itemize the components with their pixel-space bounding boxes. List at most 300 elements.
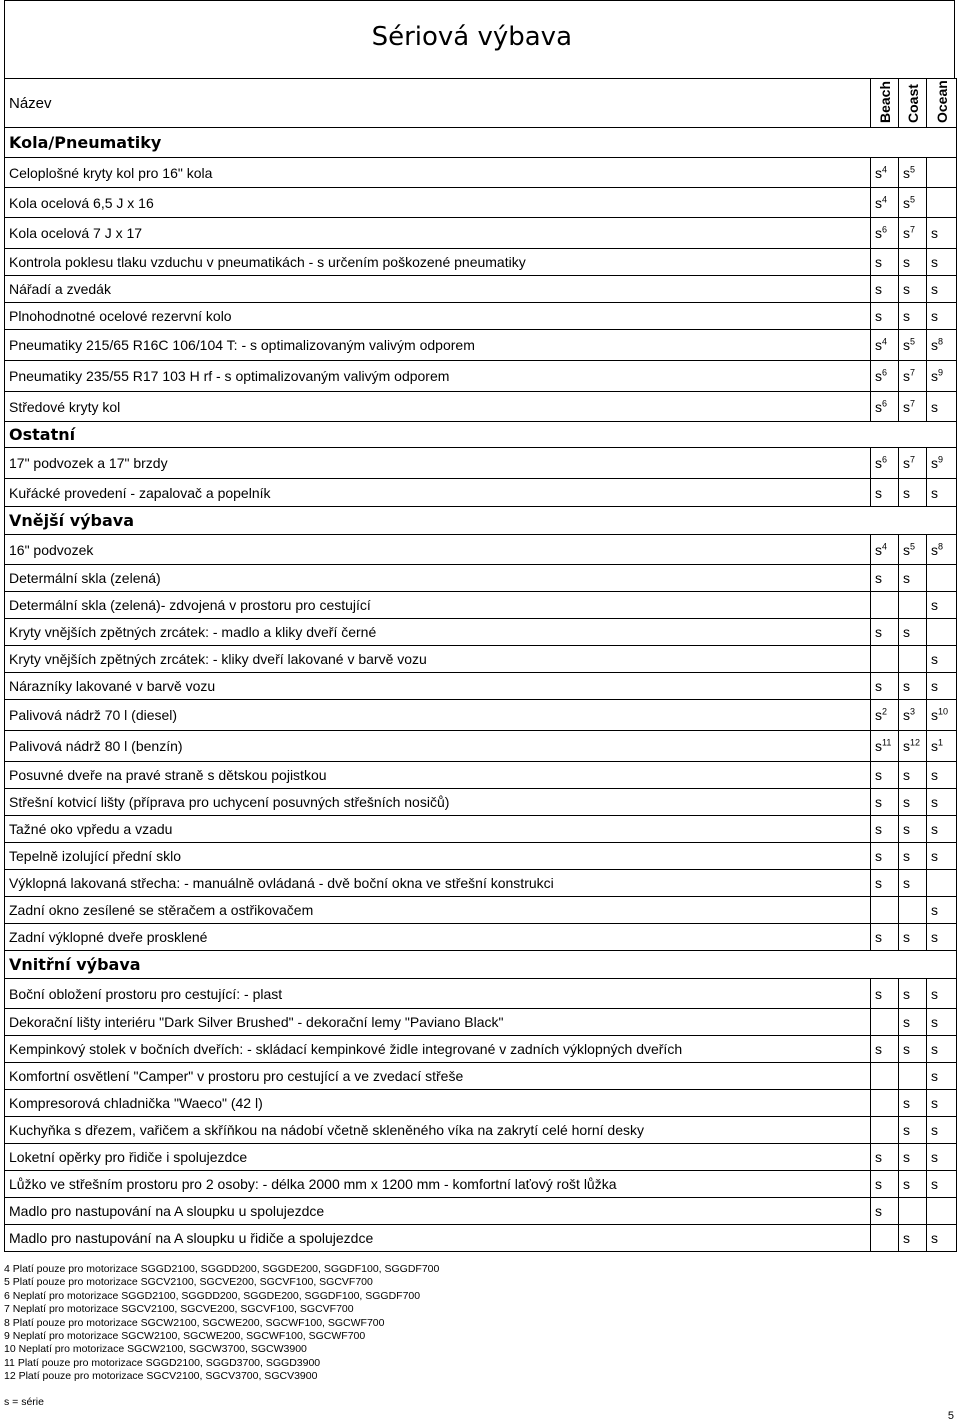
- row-name: 17" podvozek a 17" brzdy: [5, 448, 871, 479]
- section-blank-cell: [899, 422, 927, 448]
- value-cell-ocean: [927, 249, 957, 276]
- section-title: Kola/Pneumatiky: [5, 128, 871, 158]
- value-text: s: [875, 570, 882, 586]
- value-text: s: [903, 767, 910, 783]
- value-text: s: [875, 368, 882, 384]
- value-text: s: [875, 541, 882, 558]
- table-row: [5, 535, 957, 565]
- value-cell-ocean: [927, 762, 957, 789]
- value-cell-coast: [899, 218, 927, 249]
- value-text: s: [903, 929, 910, 945]
- value-text: s: [875, 281, 882, 297]
- value-cell-beach: [871, 816, 899, 843]
- row-name: Madlo pro nastupování na A sloupku u spolujezdce: [5, 1198, 871, 1225]
- value-footnote-ref: 8: [938, 336, 944, 347]
- value-cell-coast: [899, 843, 927, 870]
- row-name: Boční obložení prostoru pro cestující: - plast: [5, 979, 871, 1009]
- value-cell-coast: [899, 1009, 927, 1036]
- value-footnote-ref: 6: [882, 367, 888, 378]
- value-cell-beach: [871, 1144, 899, 1171]
- value-text: s: [931, 1149, 938, 1165]
- value-text: s: [903, 875, 910, 891]
- value-text: s: [903, 225, 910, 241]
- value-text: s: [903, 194, 910, 211]
- column-header-ocean: Ocean: [927, 79, 957, 128]
- value-cell-ocean: [927, 619, 957, 646]
- value-cell-beach: [871, 789, 899, 816]
- value-cell-beach: [871, 843, 899, 870]
- section-blank-cell: [899, 128, 927, 158]
- value-text: s: [931, 678, 938, 694]
- value-text: s: [931, 929, 938, 945]
- row-name: Nárazníky lakované v barvě vozu: [5, 673, 871, 700]
- value-footnote-ref: 7: [910, 397, 916, 408]
- value-text: s: [931, 848, 938, 864]
- value-cell-ocean: [927, 897, 957, 924]
- value-cell-ocean: [927, 870, 957, 897]
- value-text: s: [931, 767, 938, 783]
- value-text: s: [903, 455, 910, 471]
- value-cell-ocean: [927, 361, 957, 392]
- footnote: 9 Neplatí pro motorizace SGCW2100, SGCWE200, SGCWF100, SGCWF700: [4, 1330, 366, 1343]
- table-row: [5, 361, 957, 392]
- value-text: s: [931, 1041, 938, 1057]
- value-text: s: [875, 794, 882, 810]
- section-blank-cell: [899, 507, 927, 535]
- value-footnote-ref: 5: [910, 336, 916, 347]
- value-text: s: [931, 794, 938, 810]
- value-text: s: [875, 308, 882, 324]
- value-cell-coast: [899, 1171, 927, 1198]
- value-text: s: [931, 1068, 938, 1084]
- footnote: 10 Neplatí pro motorizace SGCW2100, SGCW3700, SGCW3900: [4, 1343, 307, 1356]
- value-cell-beach: [871, 1036, 899, 1063]
- value-cell-beach: [871, 361, 899, 392]
- table-row: [5, 816, 957, 843]
- header-row: [5, 79, 957, 128]
- value-cell-ocean: [927, 731, 957, 762]
- value-text: s: [931, 1230, 938, 1246]
- value-text: s: [875, 225, 882, 241]
- value-text: s: [875, 1149, 882, 1165]
- value-cell-coast: [899, 1063, 927, 1090]
- value-cell-beach: [871, 1117, 899, 1144]
- table-row: [5, 789, 957, 816]
- value-cell-ocean: [927, 535, 957, 565]
- section-row: [5, 422, 957, 448]
- section-blank-cell: [927, 507, 957, 535]
- value-text: s: [875, 194, 882, 211]
- value-text: s: [931, 597, 938, 613]
- section-blank-cell: [871, 128, 899, 158]
- value-text: s: [903, 707, 910, 723]
- value-cell-ocean: [927, 592, 957, 619]
- value-footnote-ref: 4: [882, 163, 888, 174]
- value-cell-coast: [899, 1036, 927, 1063]
- section-title: Ostatní: [5, 422, 871, 448]
- table-row: [5, 700, 957, 731]
- value-footnote-ref: 5: [910, 163, 916, 174]
- value-text: s: [931, 368, 938, 384]
- table-row: [5, 249, 957, 276]
- value-cell-beach: [871, 731, 899, 762]
- value-text: s: [875, 767, 882, 783]
- section-row: [5, 128, 957, 158]
- value-cell-beach: [871, 592, 899, 619]
- section-blank-cell: [871, 422, 899, 448]
- table-row: [5, 870, 957, 897]
- table-row: [5, 646, 957, 673]
- value-footnote-ref: 7: [910, 224, 916, 235]
- value-text: s: [931, 1122, 938, 1138]
- value-cell-beach: [871, 330, 899, 361]
- table-row: [5, 897, 957, 924]
- value-text: s: [875, 707, 882, 723]
- footnote: 8 Platí pouze pro motorizace SGCW2100, SGCWE200, SGCWF100, SGCWF700: [4, 1316, 385, 1329]
- value-cell-coast: [899, 924, 927, 951]
- value-text: s: [931, 225, 938, 241]
- value-text: s: [875, 1041, 882, 1057]
- value-text: s: [903, 1122, 910, 1138]
- row-name: Tažné oko vpředu a vzadu: [5, 816, 871, 843]
- value-cell-ocean: [927, 188, 957, 218]
- legend: s = série: [4, 1396, 44, 1408]
- table-row: [5, 218, 957, 249]
- value-cell-beach: [871, 535, 899, 565]
- row-name: Kola ocelová 6,5 J x 16: [5, 188, 871, 218]
- value-text: s: [875, 164, 882, 181]
- table-row: [5, 276, 957, 303]
- value-cell-coast: [899, 392, 927, 422]
- value-cell-beach: [871, 979, 899, 1009]
- row-name: Pneumatiky 235/55 R17 103 H rf - s optimalizovaným valivým odporem: [5, 361, 871, 392]
- value-cell-coast: [899, 330, 927, 361]
- value-text: s: [903, 570, 910, 586]
- value-cell-ocean: [927, 1171, 957, 1198]
- value-footnote-ref: 4: [882, 193, 888, 204]
- value-cell-coast: [899, 816, 927, 843]
- value-text: s: [931, 985, 938, 1002]
- value-cell-coast: [899, 979, 927, 1009]
- value-cell-coast: [899, 158, 927, 188]
- value-cell-coast: [899, 188, 927, 218]
- table-row: [5, 592, 957, 619]
- row-name: Zadní okno zesílené se stěračem a ostřikovačem: [5, 897, 871, 924]
- value-cell-coast: [899, 448, 927, 479]
- row-name: 16" podvozek: [5, 535, 871, 565]
- value-text: s: [931, 738, 938, 754]
- value-cell-beach: [871, 158, 899, 188]
- row-name: Kuřácké provedení - zapalovač a popelník: [5, 479, 871, 507]
- footnote: 4 Platí pouze pro motorizace SGGD2100, SGGDD200, SGGDE200, SGGDF100, SGGDF700: [4, 1263, 440, 1275]
- section-blank-cell: [927, 422, 957, 448]
- footnote: 6 Neplatí pro motorizace SGGD2100, SGGDD200, SGGDE200, SGGDF100, SGGDF700: [4, 1289, 421, 1302]
- value-cell-beach: [871, 1090, 899, 1117]
- row-name: Palivová nádrž 70 l (diesel): [5, 700, 871, 731]
- value-cell-ocean: [927, 276, 957, 303]
- value-cell-ocean: [927, 1225, 957, 1252]
- value-footnote-ref: 5: [910, 193, 916, 204]
- value-cell-beach: [871, 276, 899, 303]
- value-text: s: [903, 624, 910, 640]
- row-name: Determální skla (zelená)- zdvojená v prostoru pro cestující: [5, 592, 871, 619]
- table-row: [5, 979, 957, 1009]
- table-row: [5, 565, 957, 592]
- value-cell-beach: [871, 1009, 899, 1036]
- value-footnote-ref: 2: [882, 706, 888, 717]
- value-text: s: [931, 821, 938, 837]
- row-name: Nářadí a zvedák: [5, 276, 871, 303]
- value-text: s: [931, 254, 938, 270]
- value-cell-coast: [899, 565, 927, 592]
- value-cell-ocean: [927, 448, 957, 479]
- table-row: [5, 843, 957, 870]
- value-footnote-ref: 9: [938, 367, 944, 378]
- footnotes: [4, 1263, 439, 1384]
- value-cell-coast: [899, 870, 927, 897]
- table-row: [5, 330, 957, 361]
- value-text: s: [903, 678, 910, 694]
- value-text: s: [903, 738, 910, 754]
- value-text: s: [875, 738, 882, 754]
- page-title: Sériová výbava: [371, 22, 572, 52]
- value-cell-ocean: [927, 392, 957, 422]
- value-cell-beach: [871, 762, 899, 789]
- value-text: s: [903, 1041, 910, 1057]
- value-cell-ocean: [927, 303, 957, 330]
- value-text: s: [875, 875, 882, 891]
- section-title: Vnější výbava: [5, 507, 871, 535]
- value-cell-coast: [899, 535, 927, 565]
- value-cell-coast: [899, 673, 927, 700]
- table-row: [5, 1117, 957, 1144]
- table-row: [5, 1144, 957, 1171]
- value-cell-coast: [899, 479, 927, 507]
- row-name: Pneumatiky 215/65 R16C 106/104 T: - s optimalizovaným valivým odporem: [5, 330, 871, 361]
- value-footnote-ref: 6: [882, 454, 888, 465]
- value-cell-beach: [871, 188, 899, 218]
- table-row: [5, 673, 957, 700]
- value-text: s: [903, 1014, 910, 1030]
- section-blank-cell: [871, 507, 899, 535]
- table-row: [5, 303, 957, 330]
- value-footnote-ref: 12: [910, 737, 921, 748]
- footnote: 7 Neplatí pro motorizace SGCV2100, SGCVE200, SGCVF100, SGCVF700: [4, 1303, 354, 1316]
- value-text: s: [875, 848, 882, 864]
- row-name: Kryty vnějších zpětných zrcátek: - madlo a kliky dveří černé: [5, 619, 871, 646]
- value-text: s: [875, 455, 882, 471]
- table-row: [5, 1225, 957, 1252]
- value-text: s: [931, 541, 938, 558]
- value-text: s: [903, 794, 910, 810]
- row-name: Loketní opěrky pro řidiče i spolujezdce: [5, 1144, 871, 1171]
- value-text: s: [875, 398, 882, 415]
- table-row: [5, 448, 957, 479]
- value-text: s: [875, 821, 882, 837]
- value-text: s: [903, 985, 910, 1002]
- value-cell-beach: [871, 565, 899, 592]
- value-cell-coast: [899, 1225, 927, 1252]
- value-text: s: [931, 484, 938, 501]
- value-footnote-ref: 3: [910, 706, 916, 717]
- value-cell-ocean: [927, 1090, 957, 1117]
- value-cell-beach: [871, 673, 899, 700]
- value-cell-coast: [899, 731, 927, 762]
- value-footnote-ref: 11: [882, 737, 892, 748]
- section-row: [5, 507, 957, 535]
- equipment-table: [4, 78, 957, 1252]
- table-row: [5, 1090, 957, 1117]
- section-blank-cell: [871, 951, 899, 979]
- section-row: [5, 951, 957, 979]
- value-text: s: [875, 254, 882, 270]
- row-name: Kontrola poklesu tlaku vzduchu v pneumatikách - s určením poškozené pneumatiky: [5, 249, 871, 276]
- column-header-beach: Beach: [871, 79, 899, 128]
- value-text: s: [903, 821, 910, 837]
- value-cell-beach: [871, 218, 899, 249]
- value-cell-coast: [899, 700, 927, 731]
- value-cell-beach: [871, 1171, 899, 1198]
- row-name: Středové kryty kol: [5, 392, 871, 422]
- value-text: s: [931, 308, 938, 324]
- footnote: 12 Platí pouze pro motorizace SGCV2100, SGCV3700, SGCV3900: [4, 1370, 318, 1383]
- value-cell-beach: [871, 897, 899, 924]
- value-text: s: [903, 254, 910, 270]
- table-row: [5, 619, 957, 646]
- value-text: s: [903, 1176, 910, 1192]
- value-text: s: [931, 1176, 938, 1192]
- value-cell-beach: [871, 392, 899, 422]
- section-blank-cell: [927, 951, 957, 979]
- value-cell-beach: [871, 1063, 899, 1090]
- value-text: s: [903, 337, 910, 353]
- value-text: s: [875, 484, 882, 501]
- value-footnote-ref: 7: [910, 367, 916, 378]
- table-row: [5, 1009, 957, 1036]
- row-name: Tepelně izolující přední sklo: [5, 843, 871, 870]
- row-name: Kuchyňka s dřezem, vařičem a skříňkou na nádobí včetně skleněného víka na zakrytí celé horní desky: [5, 1117, 871, 1144]
- row-name: Posuvné dveře na pravé straně s dětskou pojistkou: [5, 762, 871, 789]
- page-number: 5: [947, 1410, 954, 1422]
- value-cell-beach: [871, 619, 899, 646]
- value-footnote-ref: 4: [882, 336, 888, 347]
- section-blank-cell: [927, 128, 957, 158]
- value-cell-beach: [871, 1198, 899, 1225]
- value-text: s: [875, 929, 882, 945]
- value-text: s: [931, 337, 938, 353]
- value-cell-coast: [899, 1198, 927, 1225]
- column-header-coast: Coast: [899, 79, 927, 128]
- value-cell-ocean: [927, 816, 957, 843]
- value-text: s: [875, 1176, 882, 1192]
- row-name: Střešní kotvicí lišty (příprava pro uchycení posuvných střešních nosičů): [5, 789, 871, 816]
- value-text: s: [875, 985, 882, 1002]
- value-text: s: [903, 1095, 910, 1111]
- value-cell-ocean: [927, 479, 957, 507]
- value-cell-beach: [871, 700, 899, 731]
- value-footnote-ref: 8: [938, 540, 944, 551]
- row-name: Kempinkový stolek v bočních dveřích: - skládací kempinkové židle integrované v zadních výklopných dveřích: [5, 1036, 871, 1063]
- table-row: [5, 1063, 957, 1090]
- table-row: [5, 1198, 957, 1225]
- table-row: [5, 762, 957, 789]
- table-row: [5, 158, 957, 188]
- value-cell-ocean: [927, 158, 957, 188]
- footnote: 11 Platí pouze pro motorizace SGGD2100, SGGD3700, SGGD3900: [4, 1356, 321, 1369]
- value-cell-ocean: [927, 1063, 957, 1090]
- value-cell-coast: [899, 249, 927, 276]
- value-cell-ocean: [927, 1198, 957, 1225]
- value-footnote-ref: 7: [910, 454, 916, 465]
- value-cell-ocean: [927, 789, 957, 816]
- table-row: [5, 1036, 957, 1063]
- value-text: s: [903, 368, 910, 384]
- value-cell-beach: [871, 303, 899, 330]
- table-row: [5, 392, 957, 422]
- value-cell-ocean: [927, 924, 957, 951]
- value-cell-coast: [899, 592, 927, 619]
- value-footnote-ref: 5: [910, 540, 916, 551]
- value-cell-ocean: [927, 565, 957, 592]
- section-title: Vnitřní výbava: [5, 951, 871, 979]
- value-cell-ocean: [927, 218, 957, 249]
- row-name: Kryty vnějších zpětných zrcátek: - kliky dveří lakované v barvě vozu: [5, 646, 871, 673]
- value-cell-coast: [899, 619, 927, 646]
- row-name: Kola ocelová 7 J x 17: [5, 218, 871, 249]
- value-footnote-ref: 6: [882, 224, 888, 235]
- value-cell-coast: [899, 646, 927, 673]
- value-cell-beach: [871, 249, 899, 276]
- table-row: [5, 1171, 957, 1198]
- value-footnote-ref: 1: [938, 737, 944, 748]
- value-cell-coast: [899, 361, 927, 392]
- value-footnote-ref: 4: [882, 540, 888, 551]
- value-cell-beach: [871, 1225, 899, 1252]
- value-cell-beach: [871, 870, 899, 897]
- value-cell-coast: [899, 276, 927, 303]
- value-cell-ocean: [927, 843, 957, 870]
- value-cell-coast: [899, 1117, 927, 1144]
- table-row: [5, 188, 957, 218]
- value-cell-beach: [871, 479, 899, 507]
- row-name: Výklopná lakovaná střecha: - manuálně ovládaná - dvě boční okna ve střešní konstrukci: [5, 870, 871, 897]
- value-text: s: [875, 1203, 882, 1219]
- value-text: s: [875, 624, 882, 640]
- table-row: [5, 731, 957, 762]
- value-text: s: [903, 1149, 910, 1165]
- value-cell-ocean: [927, 979, 957, 1009]
- value-cell-coast: [899, 897, 927, 924]
- value-text: s: [931, 281, 938, 297]
- value-text: s: [903, 541, 910, 558]
- value-cell-ocean: [927, 700, 957, 731]
- value-cell-ocean: [927, 1144, 957, 1171]
- row-name: Dekorační lišty interiéru "Dark Silver Brushed" - dekorační lemy "Paviano Black": [5, 1009, 871, 1036]
- value-footnote-ref: 10: [938, 706, 949, 717]
- value-cell-ocean: [927, 673, 957, 700]
- row-name: Determální skla (zelená): [5, 565, 871, 592]
- value-text: s: [875, 337, 882, 353]
- value-footnote-ref: 9: [938, 454, 944, 465]
- value-cell-coast: [899, 1090, 927, 1117]
- value-cell-beach: [871, 448, 899, 479]
- value-cell-beach: [871, 646, 899, 673]
- value-footnote-ref: 6: [882, 397, 888, 408]
- table-row: [5, 924, 957, 951]
- value-text: s: [903, 484, 910, 501]
- value-text: s: [903, 398, 910, 415]
- value-text: s: [903, 308, 910, 324]
